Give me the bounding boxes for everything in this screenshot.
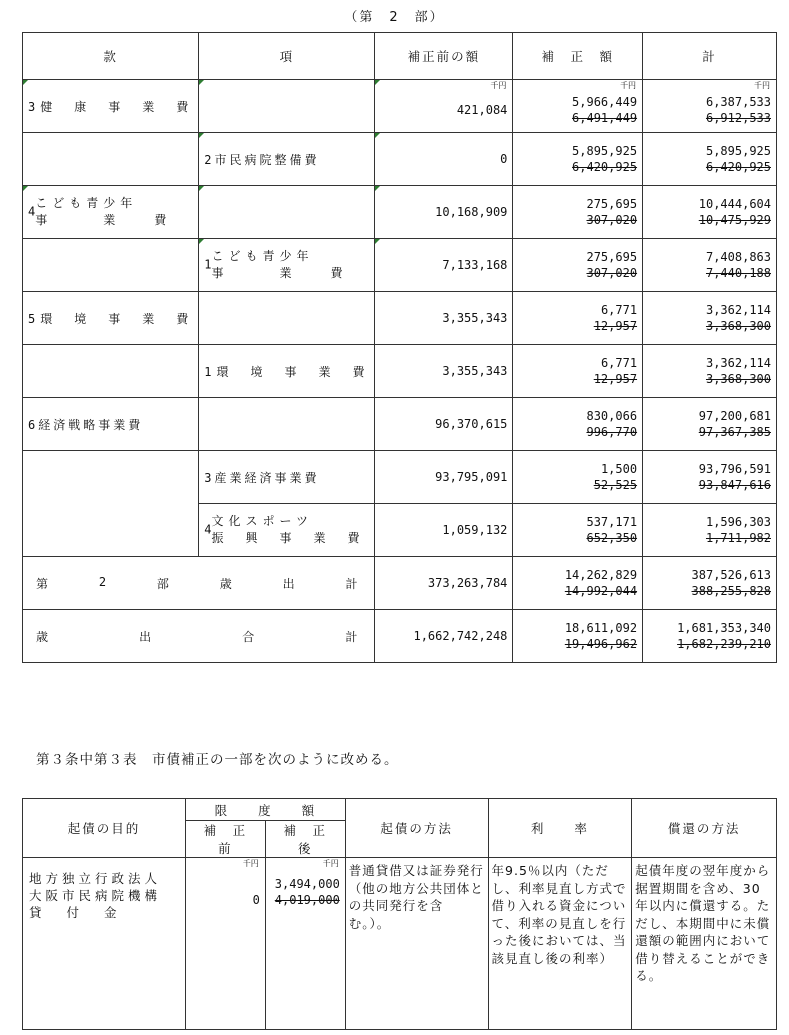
amount-cell: 830,066 996,770 (513, 398, 643, 451)
header-rate: 利 率 (488, 799, 632, 858)
kou-cell (199, 80, 375, 133)
before-cell: 3,355,343 (375, 292, 513, 345)
before-cell: 10,168,909 (375, 186, 513, 239)
before-cell: 96,370,615 (375, 398, 513, 451)
purpose-cell: 地方独立行政法人 大阪市民病院機構 貸 付 金 (23, 858, 186, 1030)
kou-cell: 4 文化スポーツ 振 興 事 業 費 (199, 504, 375, 557)
amount-cell: 275,695 307,020 (513, 239, 643, 292)
table-row (23, 80, 777, 133)
header-before: 補正前の額 (375, 33, 513, 80)
table-row (23, 398, 777, 451)
total-cell: 1,596,303 1,711,982 (643, 504, 777, 557)
section-caption: 第３条中第３表 市債補正の一部を次のように改める。 (36, 752, 399, 768)
cell-marker (375, 239, 380, 244)
table-row (23, 345, 777, 398)
table-row (23, 504, 777, 557)
unit-label: 千円 (322, 859, 339, 868)
before-cell: 0 (375, 133, 513, 186)
subtotal-label: 第 2 部 歳 出 計 (23, 557, 375, 610)
amount-cell: 千円 5,966,449 6,491,449 (513, 80, 643, 133)
cell-marker (375, 80, 380, 85)
grand-total-before: 1,662,742,248 (375, 610, 513, 663)
header-before: 補 正 前 (185, 821, 265, 858)
total-cell: 3,362,114 3,368,300 (643, 345, 777, 398)
total-cell: 3,362,114 3,368,300 (643, 292, 777, 345)
kou-cell (199, 398, 375, 451)
before-cell: 7,133,168 (375, 239, 513, 292)
budget-table (22, 32, 777, 663)
kou-cell (199, 186, 375, 239)
cell-marker (23, 80, 28, 85)
amount-cell: 5,895,925 6,420,925 (513, 133, 643, 186)
grand-total-row (23, 610, 777, 663)
kan-cell: 4 こども青少年 事 業 費 (23, 186, 199, 239)
amount-cell: 6,771 12,957 (513, 292, 643, 345)
total-cell: 千円 6,387,533 6,912,533 (643, 80, 777, 133)
cell-marker (199, 186, 204, 191)
header-total: 計 (643, 33, 777, 80)
table-row (23, 239, 777, 292)
amount-cell: 1,500 52,525 (513, 451, 643, 504)
cell-marker (199, 239, 204, 244)
kan-cell (23, 239, 199, 292)
total-cell: 7,408,863 7,440,188 (643, 239, 777, 292)
subtotal-row (23, 557, 777, 610)
bond-table (22, 798, 777, 1030)
cell-marker (199, 80, 204, 85)
kan-cell: 6経済戦略事業費 (23, 398, 199, 451)
subtotal-before: 373,263,784 (375, 557, 513, 610)
total-cell: 93,796,591 93,847,616 (643, 451, 777, 504)
cell-marker (199, 133, 204, 138)
cell-marker (375, 133, 380, 138)
kan-cell (23, 133, 199, 186)
header-limit: 限 度 額 (185, 799, 345, 821)
kou-cell: 3産業経済事業費 (199, 451, 375, 504)
repay-cell: 起債年度の翌年度から据置期間を含め、30年以内に償還する。ただし、本期間中に未償還額の範囲内において借り替えることができる。 (632, 858, 777, 1030)
method-cell: 普通貸借又は証券発行（他の地方公共団体との共同発行を含む。）。 (345, 858, 488, 1030)
before-cell: 1,059,132 (375, 504, 513, 557)
header-amount: 補 正 額 (513, 33, 643, 80)
cell-marker (375, 186, 380, 191)
total-cell: 97,200,681 97,367,385 (643, 398, 777, 451)
kan-cell (23, 504, 199, 557)
cell-marker (23, 186, 28, 191)
total-cell: 10,444,604 10,475,929 (643, 186, 777, 239)
header-kan: 款 (23, 33, 199, 80)
kan-cell: 3健 康 事 業 費 (23, 80, 199, 133)
table-row (23, 292, 777, 345)
kou-cell: 2市民病院整備費 (199, 133, 375, 186)
after-cell: 千円 3,494,000 4,019,000 (265, 858, 345, 1030)
before-cell: 3,355,343 (375, 345, 513, 398)
header-repay: 償還の方法 (632, 799, 777, 858)
table-row (23, 133, 777, 186)
unit-label: 千円 (242, 859, 259, 868)
kan-cell: 5環 境 事 業 費 (23, 292, 199, 345)
table-row (23, 451, 777, 504)
page-title: （第 2 部） (344, 10, 445, 25)
unit-label: 千円 (620, 81, 637, 90)
kou-cell: 1 こども青少年 事 業 費 (199, 239, 375, 292)
kou-cell: 1環 境 事 業 費 (199, 345, 375, 398)
unit-label: 千円 (490, 81, 507, 90)
total-cell: 5,895,925 6,420,925 (643, 133, 777, 186)
table-row (23, 858, 777, 1030)
amount-cell: 537,171 652,350 (513, 504, 643, 557)
before-cell: 千円 421,084 (375, 80, 513, 133)
header-purpose: 起債の目的 (23, 799, 186, 858)
subtotal-amount: 14,262,829 14,992,044 (513, 557, 643, 610)
subtotal-total: 387,526,613 388,255,828 (643, 557, 777, 610)
amount-cell: 275,695 307,020 (513, 186, 643, 239)
rate-cell: 年9.5％以内（ただし、利率見直し方式で借り入れる資金について、利率の見直しを行った後においては、当該見直し後の利率） (488, 858, 632, 1030)
kan-cell (23, 451, 199, 504)
table-header-row (23, 33, 777, 80)
table-row (23, 186, 777, 239)
grand-total-label: 歳 出 合 計 (23, 610, 375, 663)
header-after: 補 正 後 (265, 821, 345, 858)
header-method: 起債の方法 (345, 799, 488, 858)
amount-cell: 6,771 12,957 (513, 345, 643, 398)
grand-total-total: 1,681,353,340 1,682,239,210 (643, 610, 777, 663)
kan-cell (23, 345, 199, 398)
before-cell: 千円 0 (185, 858, 265, 1030)
header-kou: 項 (199, 33, 375, 80)
kou-cell (199, 292, 375, 345)
unit-label: 千円 (754, 81, 770, 90)
grand-total-amount: 18,611,092 19,496,962 (513, 610, 643, 663)
before-cell: 93,795,091 (375, 451, 513, 504)
